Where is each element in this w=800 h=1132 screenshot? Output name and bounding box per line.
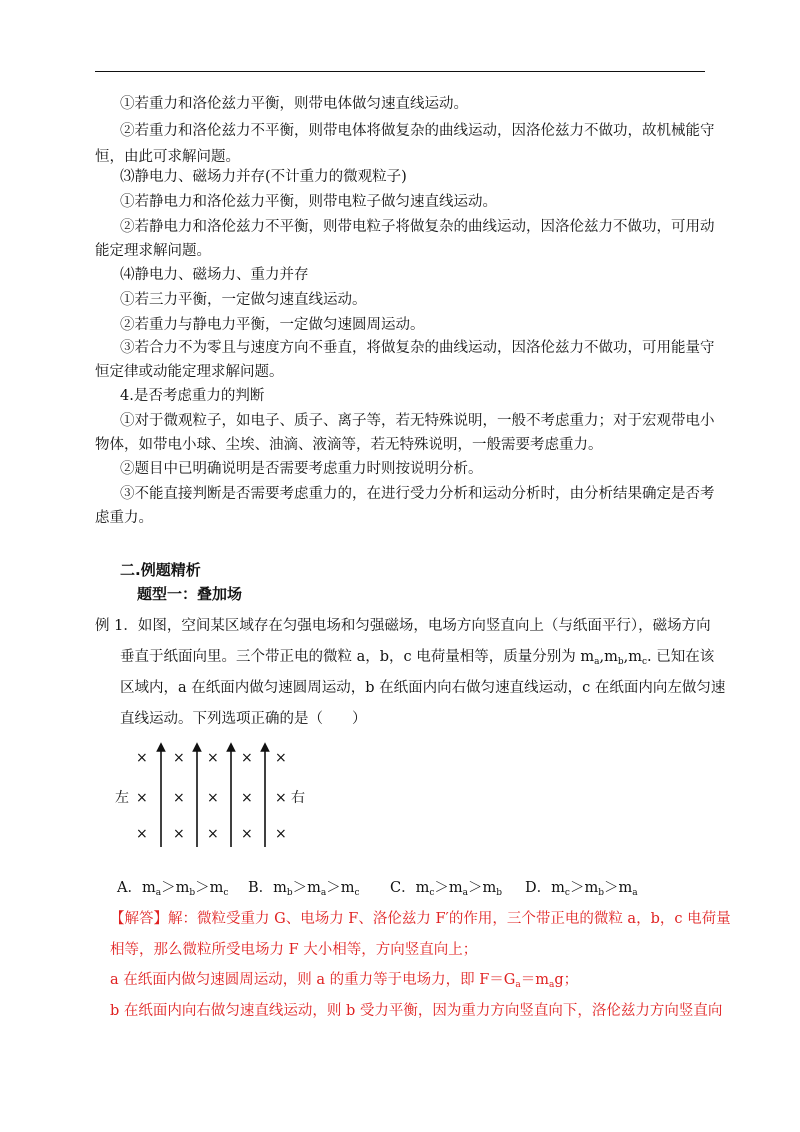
cross-r2-c3: × bbox=[207, 790, 219, 806]
body-line-12: 恒定律或动能定理求解问题。 bbox=[95, 364, 284, 380]
body-line-17: ③不能直接判断是否需要考虑重力的，在进行受力分析和运动分析时，由分析结果确定是否考 bbox=[120, 486, 715, 502]
option-a: A．$m_a>m_b>m_c$ bbox=[117, 880, 229, 898]
option-c: C．$m_c>m_a>m_b$ bbox=[390, 880, 503, 898]
body-line-14: ①对于微观粒子，如电子、质子、离子等，若无特殊说明，一般不考虑重力；对于宏观带电小 bbox=[120, 413, 715, 429]
answer-line-3: a 在纸面内做匀速圆周运动，则 a 的重力等于电场力，即 $F=G_a=m_ag$； bbox=[110, 972, 579, 990]
body-line-5: ①若静电力和洛伦兹力平衡，则带电粒子做匀速直线运动。 bbox=[120, 194, 497, 210]
cross-r2-c1: × bbox=[136, 790, 148, 806]
section-title: 二.例题精析 bbox=[120, 561, 201, 579]
cross-r1-c5: × bbox=[275, 750, 287, 766]
answer-line-2: 相等，那么微粒所受电场力 F 大小相等，方向竖直向上； bbox=[110, 942, 478, 958]
cross-r1-c4: × bbox=[241, 750, 253, 766]
field-diagram bbox=[105, 735, 345, 855]
option-b: B．$m_b>m_a>m_c$ bbox=[248, 880, 360, 898]
example-line-3: 区域内，a 在纸面内做匀速圆周运动，b 在纸面内向右做匀速直线运动，c 在纸面内向左做匀速 bbox=[120, 680, 726, 696]
example-line-1: 例 1．如图，空间某区域存在匀强电场和匀强磁场，电场方向竖直向上（与纸面平行），磁场方向 bbox=[95, 618, 711, 634]
body-line-8: ⑷静电力、磁场力、重力并存 bbox=[120, 267, 309, 283]
cross-r1-c2: × bbox=[173, 750, 185, 766]
left-label: 左 bbox=[115, 790, 129, 806]
cross-r3-c5: × bbox=[275, 826, 287, 842]
example-line-2: 垂直于纸面向里。三个带正电的微粒 a，b，c 电荷量相等，质量分别为 $m_a,m_b,m_c$. 已知在该 bbox=[120, 649, 715, 667]
body-line-10: ②若重力与静电力平衡，一定做匀速圆周运动。 bbox=[120, 317, 425, 333]
cross-r2-c5: × bbox=[275, 790, 287, 806]
cross-r3-c2: × bbox=[173, 826, 185, 842]
cross-r3-c1: × bbox=[136, 826, 148, 842]
cross-r2-c2: × bbox=[173, 790, 185, 806]
body-line-15: 物体，如带电小球、尘埃、油滴、液滴等，若无特殊说明，一般需要考虑重力。 bbox=[95, 437, 603, 453]
subsection-title: 题型一：叠加场 bbox=[137, 585, 243, 603]
cross-r3-c4: × bbox=[241, 826, 253, 842]
option-d: D．$m_c>m_b>m_a$ bbox=[525, 880, 638, 898]
cross-r1-c3: × bbox=[207, 750, 219, 766]
cross-r3-c3: × bbox=[207, 826, 219, 842]
body-line-4: ⑶静电力、磁场力并存(不计重力的微观粒子) bbox=[120, 169, 407, 185]
body-line-2: ②若重力和洛伦兹力不平衡，则带电体将做复杂的曲线运动，因洛伦兹力不做功，故机械能守 bbox=[120, 123, 715, 139]
body-line-3: 恒，由此可求解问题。 bbox=[95, 149, 240, 165]
body-line-6: ②若静电力和洛伦兹力不平衡，则带电粒子将做复杂的曲线运动，因洛伦兹力不做功，可用动 bbox=[120, 219, 715, 235]
body-line-1: ①若重力和洛伦兹力平衡，则带电体做匀速直线运动。 bbox=[120, 96, 468, 112]
right-label: 右 bbox=[291, 790, 305, 806]
body-line-11: ③若合力不为零且与速度方向不垂直，将做复杂的曲线运动，因洛伦兹力不做功，可用能量守 bbox=[120, 340, 715, 356]
answer-line-4: b 在纸面内向右做匀速直线运动，则 b 受力平衡，因为重力方向竖直向下，洛伦兹力方向竖直向 bbox=[110, 1003, 723, 1019]
body-line-9: ①若三力平衡，一定做匀速直线运动。 bbox=[120, 292, 367, 308]
body-line-18: 虑重力。 bbox=[95, 510, 153, 526]
cross-r2-c4: × bbox=[241, 790, 253, 806]
body-line-16: ②题目中已明确说明是否需要考虑重力时则按说明分析。 bbox=[120, 461, 483, 477]
example-line-4: 直线运动。下列选项正确的是（ ） bbox=[120, 711, 367, 727]
cross-r1-c1: × bbox=[136, 750, 148, 766]
answer-line-1: 【解答】解：微粒受重力 G、电场力 F、洛伦兹力 F′的作用，三个带正电的微粒 a，b，c 电荷量 bbox=[110, 911, 731, 927]
body-line-13: 4.是否考虑重力的判断 bbox=[120, 388, 265, 404]
header-rule bbox=[95, 71, 705, 72]
body-line-7: 能定理求解问题。 bbox=[95, 243, 211, 259]
